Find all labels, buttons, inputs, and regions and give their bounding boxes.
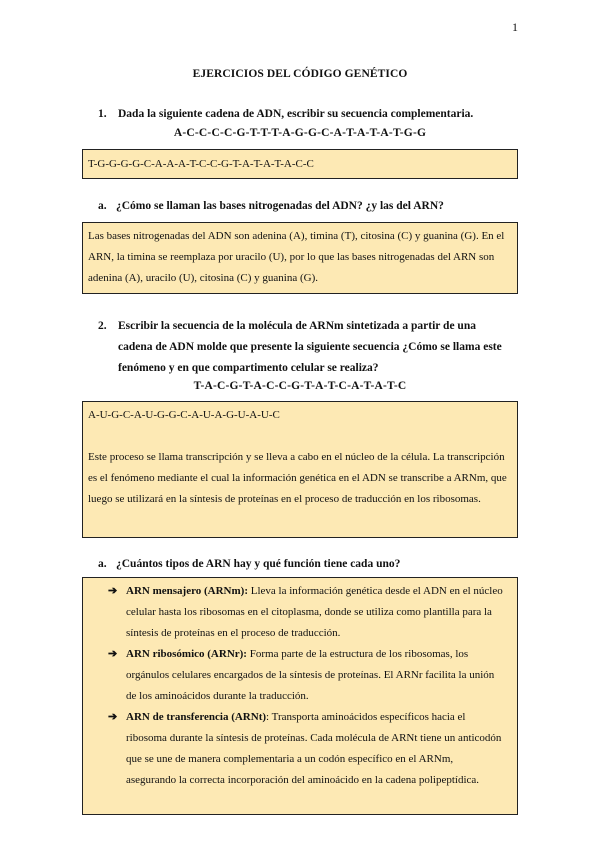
rna-type-term: ARN de transferencia (ARNt) [126,711,267,723]
dna-sequence-1: A-C-C-C-C-G-T-T-T-A-G-G-C-A-T-A-T-A-T-G-G [173,127,427,139]
arrow-icon: ➔ [108,711,118,723]
rna-types-list [88,581,505,791]
rna-type-term: ARN mensajero (ARNm): [126,585,248,597]
rna-type-description: Lleva la información genética desde el ADN en el núcleo celular hasta los ribosomas en el citoplasma, donde se utiliza como plantilla para la síntesis de proteínas en el proceso de traducción. [126,585,503,639]
question-1-number: 1. [98,108,107,120]
rna-type-description: : Transporta aminoácidos específicos hacia el ribosoma durante la síntesis de proteínas. Cada molécula de ARNt tiene un anticodón que se une de manera complementaria a un codón específico en el ARNm, asegurando la correcta incorporación del aminoácido en la cadena polipeptídica. [126,711,502,786]
question-1a [98,200,528,216]
arrow-icon: ➔ [108,585,118,597]
question-1a-label: a. [98,200,107,212]
question-1a-text: ¿Cómo se llaman las bases nitrogenadas del ADN? ¿y las del ARN? [116,200,444,212]
question-2-number: 2. [98,320,107,332]
question-1 [98,108,528,120]
list-item [88,707,505,791]
question-2a-label: a. [98,558,107,570]
list-item [88,581,505,644]
rna-type-term: ARN ribosómico (ARNr): [126,648,247,660]
question-2 [98,316,510,379]
question-2a [98,558,528,574]
mrna-sequence: A-U-G-C-A-U-G-G-C-A-U-A-G-U-A-U-C [88,409,280,421]
answer-box-2 [82,401,518,538]
answer-box-1a [82,222,518,294]
document-title: EJERCICIOS DEL CÓDIGO GENÉTICO [192,68,408,80]
list-item [88,644,505,707]
answer-box-2a [82,577,518,815]
question-2a-text: ¿Cuántos tipos de ARN hay y qué función tiene cada uno? [116,558,401,570]
complementary-sequence: T-G-G-G-G-C-A-A-A-T-C-C-G-T-A-T-A-T-A-C-C [88,158,314,170]
rna-type-description: Forma parte de la estructura de los ribosomas, los orgánulos celulares encargados de la síntesis de proteínas. El ARNr facilita la unión de los aminoácidos durante la traducción. [126,648,495,702]
answer-box-1 [82,149,518,179]
transcription-explanation: Este proceso se llama transcripción y se lleva a cabo en el núcleo de la célula. La transcripción es el fenómeno mediante el cual la información genética en el ADN se transcribe a ARNm, que luego se utilizará en la síntesis de proteínas en el proceso de traducción en los ribosomas. [88,451,507,505]
bases-answer: Las bases nitrogenadas del ADN son adenina (A), timina (T), citosina (C) y guanina (G). En el ARN, la timina se reemplaza por uracilo (U), por lo que las bases nitrogenadas del ARN son adenina (A), uracilo (U), citosina (C) y guanina (G). [88,230,505,284]
question-1-text: Dada la siguiente cadena de ADN, escribir su secuencia complementaria. [118,108,474,120]
question-2-text: Escribir la secuencia de la molécula de ARNm sintetizada a partir de una cadena de ADN molde que presente la siguiente secuencia ¿Cómo se llama este fenómeno y en que compartimento celular se realiza? [118,320,502,374]
arrow-icon: ➔ [108,648,118,660]
dna-sequence-2: T-A-C-G-T-A-C-C-G-T-A-T-C-A-T-A-T-C [193,380,407,392]
page-number: 1 [512,20,518,34]
